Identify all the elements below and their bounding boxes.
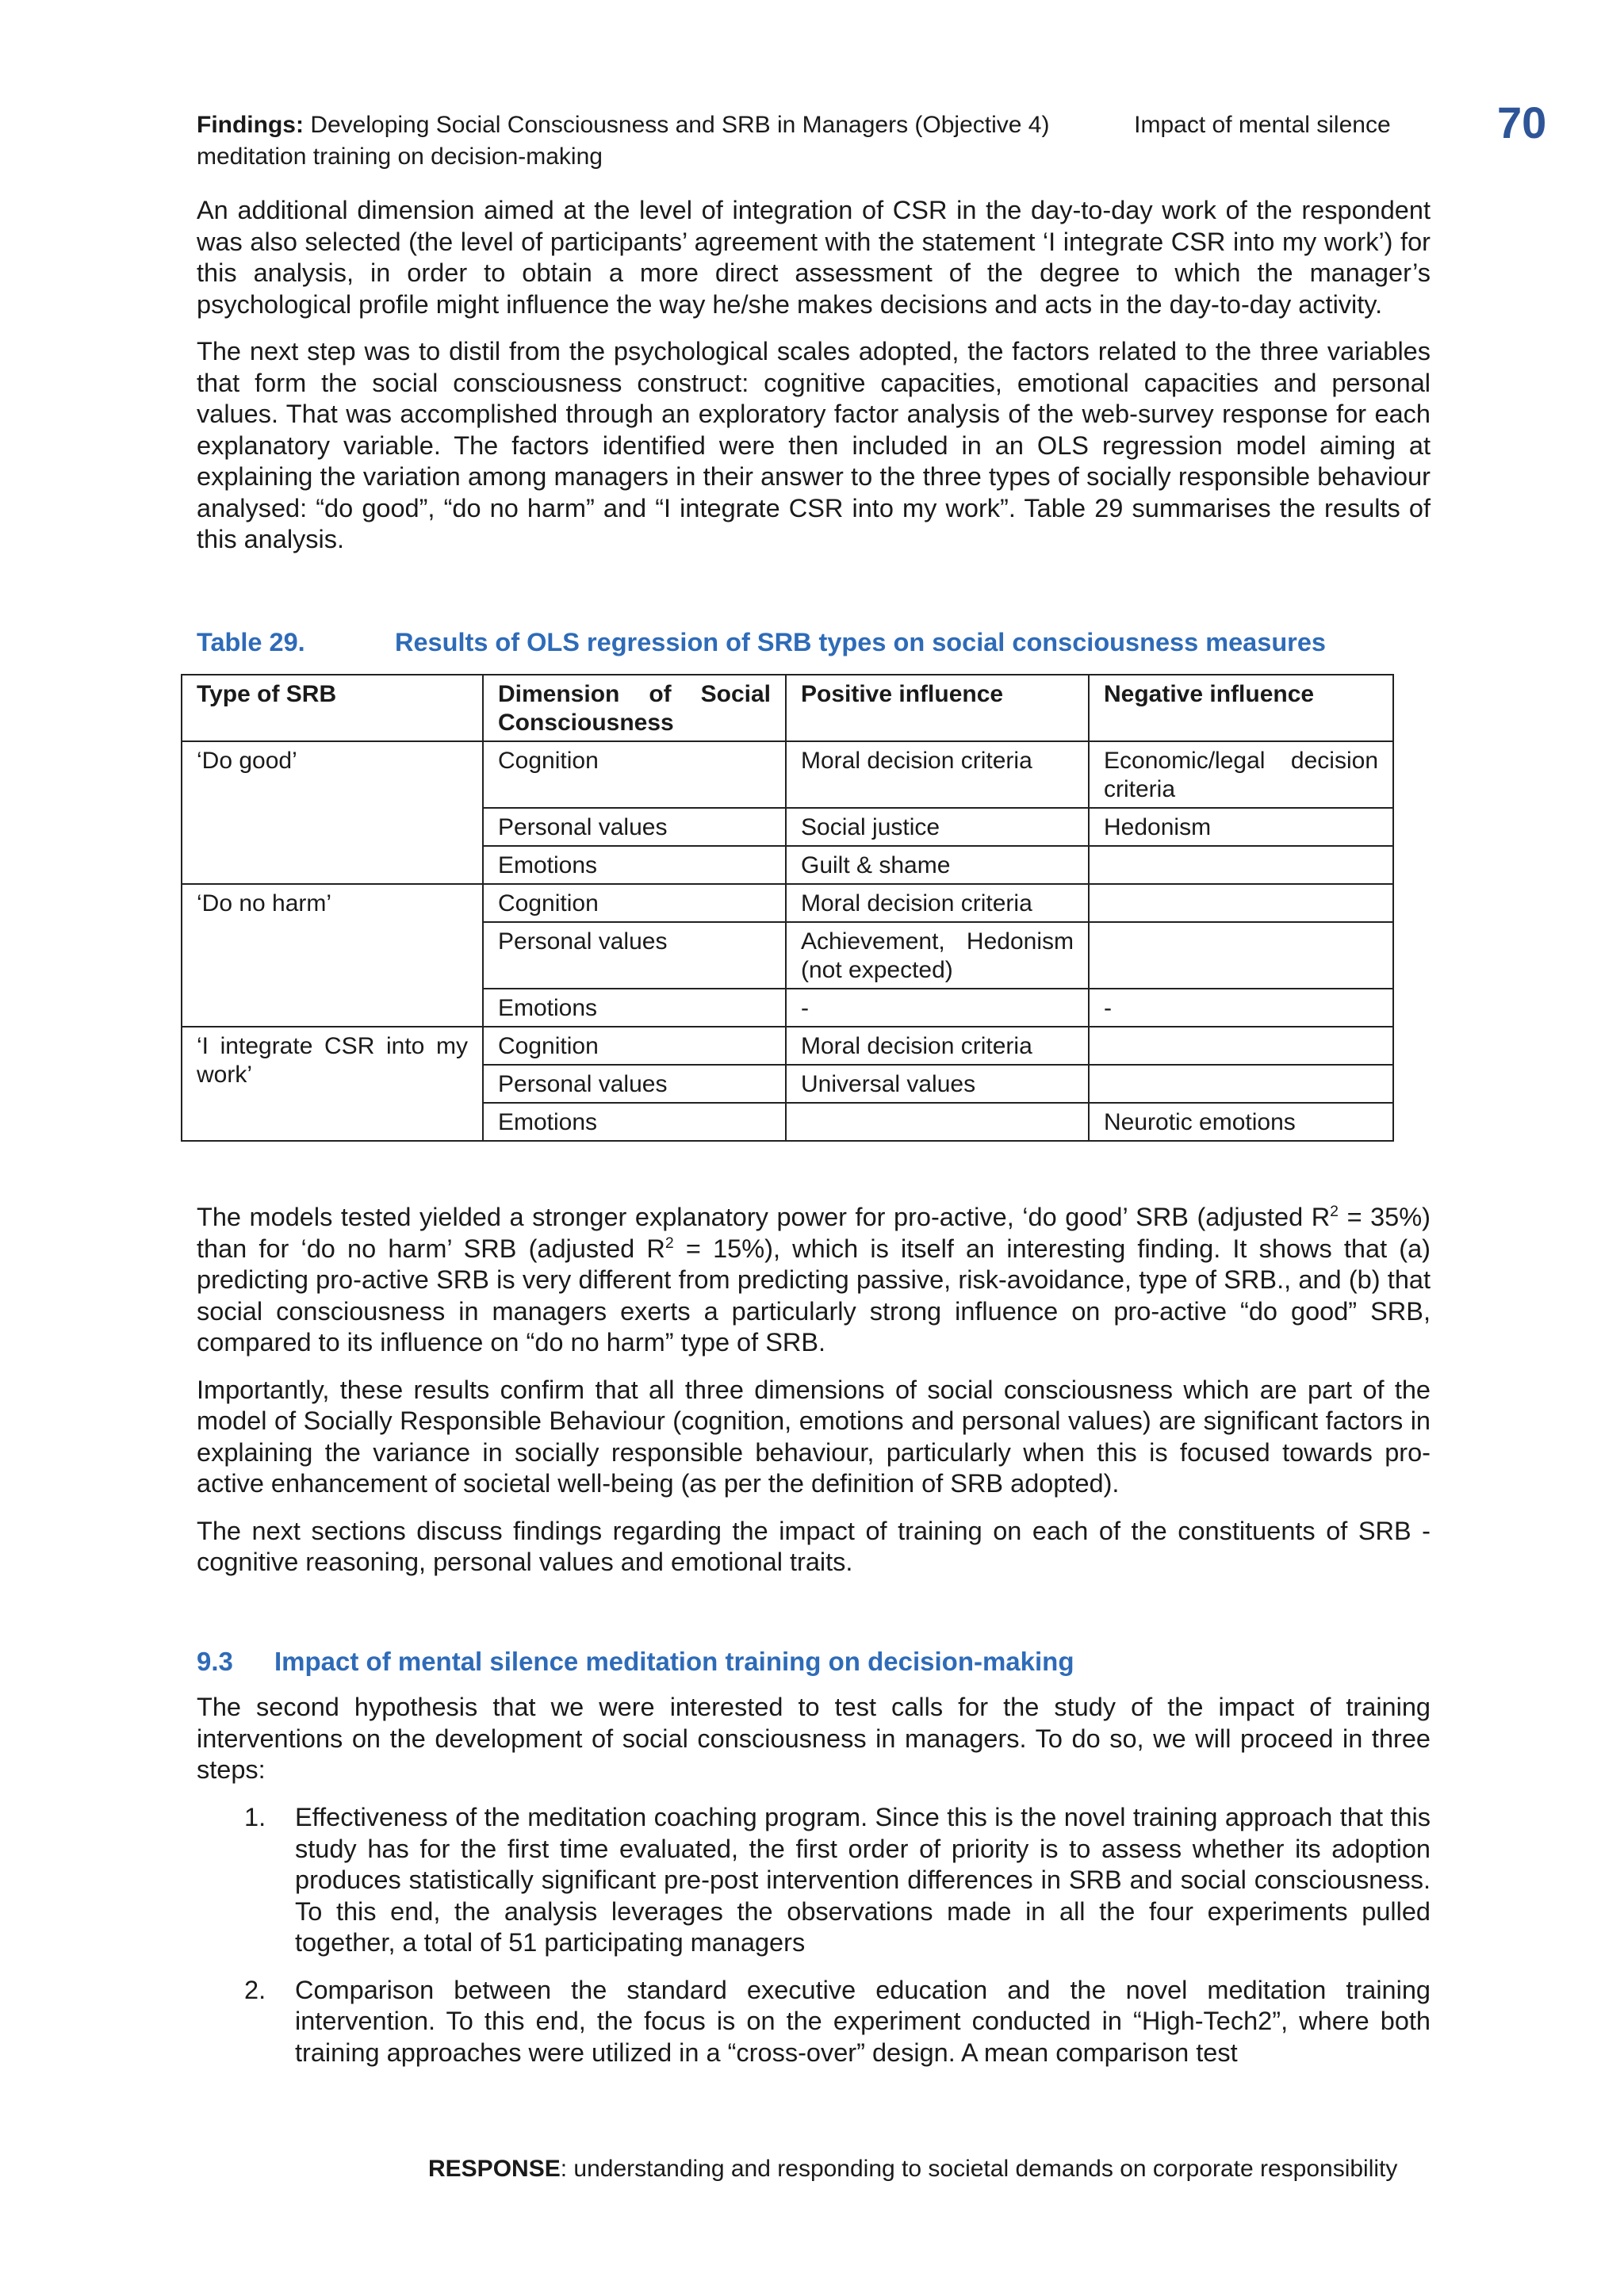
dimension-cell: Cognition (483, 884, 786, 922)
dimension-cell: Emotions (483, 1103, 786, 1141)
table-title: Results of OLS regression of SRB types on social consciousness measures (395, 628, 1326, 656)
positive-cell: Universal values (786, 1065, 1089, 1103)
list-item (197, 1802, 1431, 1959)
positive-cell: Achievement, Hedonism (not expected) (786, 922, 1089, 989)
page-footer (428, 2153, 1397, 2185)
header-dimension: Dimension of Social Consciousness (483, 675, 786, 741)
table-header-row (182, 675, 1393, 741)
table-row (182, 741, 1393, 808)
negative-cell (1089, 884, 1393, 922)
footer-text: : understanding and responding to societal demands on corporate responsibility (560, 2156, 1398, 2182)
negative-cell: Hedonism (1089, 808, 1393, 846)
superscript-2: 2 (665, 1234, 674, 1252)
section-intro (197, 1692, 1431, 1786)
negative-cell (1089, 922, 1393, 989)
steps-list (197, 1802, 1431, 2084)
section-heading (197, 1646, 1074, 1678)
results-paragraph-1 (197, 1202, 1431, 1359)
negative-cell: - (1089, 989, 1393, 1027)
header-type: Type of SRB (182, 675, 483, 741)
intro-paragraph-2: The next step was to distil from the psychological scales adopted, the factors related to the three variables that form the social consciousness construct: cognitive capacities, emotional capacities and personal values. That was accomplished through an exploratory factor analysis of the web-survey response for each explanatory variable. The factors identified were then included in an OLS regression model aiming at explaining the variation among managers in their answer to the three types of socially responsible behaviour analysed: “do good”, “do no harm” and “I integrate CSR into my work”. Table 29 summarises the results of this analysis. (197, 337, 1431, 553)
dimension-cell: Personal values (483, 808, 786, 846)
dimension-cell: Emotions (483, 846, 786, 884)
table-caption (197, 626, 1481, 658)
superscript-2: 2 (1330, 1203, 1339, 1221)
positive-cell: Moral decision criteria (786, 1027, 1089, 1065)
section-title: Impact of mental silence meditation training on decision-making (274, 1647, 1074, 1676)
header-section-text-cont: meditation training on decision-making (197, 144, 603, 170)
results-paragraph-3: The next sections discuss findings regarding the impact of training on each of the constituents of SRB - cognitive reasoning, personal values and emotional traits. (197, 1516, 1431, 1576)
section-number: 9.3 (197, 1647, 233, 1676)
srb-regression-table (181, 674, 1394, 1142)
dimension-cell: Cognition (483, 1027, 786, 1065)
section-paragraph-1: The second hypothesis that we were interested to test calls for the study of the impact of training interventions on the development of social consciousness in managers. To do so, we will proceed in three steps: (197, 1693, 1431, 1784)
srb-type-cell: ‘I integrate CSR into my work’ (182, 1027, 483, 1141)
positive-cell: - (786, 989, 1089, 1027)
footer-bold: RESPONSE (428, 2156, 561, 2182)
running-header (197, 109, 1434, 173)
negative-cell: Economic/legal decision criteria (1089, 741, 1393, 808)
list-item-number: 1. (244, 1803, 266, 1831)
intro-paragraph-1: An additional dimension aimed at the level of integration of CSR in the day-to-day work of the respondent was also selected (the level of participants’ agreement with the statement ‘I integrate CSR into my work’) for this analysis, in order to obtain a more direct assessment of the degree to which the manager’s psychological profile might influence the way he/she makes decisions and acts in the day-to-day activity. (197, 196, 1431, 319)
results-paragraph-2: Importantly, these results confirm that all three dimensions of social consciousness which are part of the model of Socially Responsible Behaviour (cognition, emotions and personal values) are significant factors in explaining the variance in socially responsible behaviour, particularly when this is focused towards pro-active enhancement of societal well-being (as per the definition of SRB adopted). (197, 1375, 1431, 1498)
list-item-number: 2. (244, 1975, 266, 2004)
results-text (197, 1202, 1431, 1578)
header-findings-label: Findings: (197, 112, 304, 138)
dimension-cell: Emotions (483, 989, 786, 1027)
results-p1-part-c: = 15%), which is itself an interesting finding. It shows that (a) predicting pro-active SRB is very different from predicting passive, risk-avoidance, type of SRB., and (b) that social consciousness in managers exerts a particularly strong influence on pro-active “do good” SRB, compared to its influence on “do no harm” type of SRB. (197, 1234, 1431, 1357)
dimension-cell: Personal values (483, 1065, 786, 1103)
positive-cell: Guilt & shame (786, 846, 1089, 884)
header-positive: Positive influence (786, 675, 1089, 741)
page-number: 70 (1497, 98, 1547, 147)
list-item-text: Effectiveness of the meditation coaching program. Since this is the novel training approach that this study has for the first time evaluated, the first order of priority is to assess whether its adoption produces statistically significant pre-post intervention differences in SRB and social consciousness. To this end, the analysis leverages the observations made in all the four experiments pulled together, a total of 51 participating managers (295, 1803, 1431, 1957)
dimension-cell: Cognition (483, 741, 786, 808)
srb-type-cell: ‘Do good’ (182, 741, 483, 884)
srb-type-cell: ‘Do no harm’ (182, 884, 483, 1027)
list-item-text: Comparison between the standard executive education and the novel meditation training intervention. To this end, the focus is on the experiment conducted in “High-Tech2”, where both training approaches were utilized in a “cross-over” design. A mean comparison test (295, 1975, 1431, 2067)
negative-cell (1089, 1027, 1393, 1065)
negative-cell (1089, 846, 1393, 884)
positive-cell: Social justice (786, 808, 1089, 846)
table-label: Table 29. (197, 628, 305, 656)
results-p1-part-a: The models tested yielded a stronger explanatory power for pro-active, ‘do good’ SRB (adjusted R (197, 1203, 1331, 1231)
positive-cell (786, 1103, 1089, 1141)
negative-cell (1089, 1065, 1393, 1103)
negative-cell: Neurotic emotions (1089, 1103, 1393, 1141)
header-findings-text: Developing Social Consciousness and SRB in Managers (Objective 4) (310, 112, 1050, 138)
positive-cell: Moral decision criteria (786, 741, 1089, 808)
positive-cell: Moral decision criteria (786, 884, 1089, 922)
header-section-text: Impact of mental silence (1134, 112, 1391, 138)
results-p1-part-b: = 35%) than for ‘do no harm’ SRB (adjusted R (197, 1203, 1431, 1263)
table-row (182, 1027, 1393, 1065)
dimension-cell: Personal values (483, 922, 786, 989)
list-item (197, 1975, 1431, 2069)
intro-text (197, 195, 1431, 556)
table-row (182, 884, 1393, 922)
header-negative: Negative influence (1089, 675, 1393, 741)
